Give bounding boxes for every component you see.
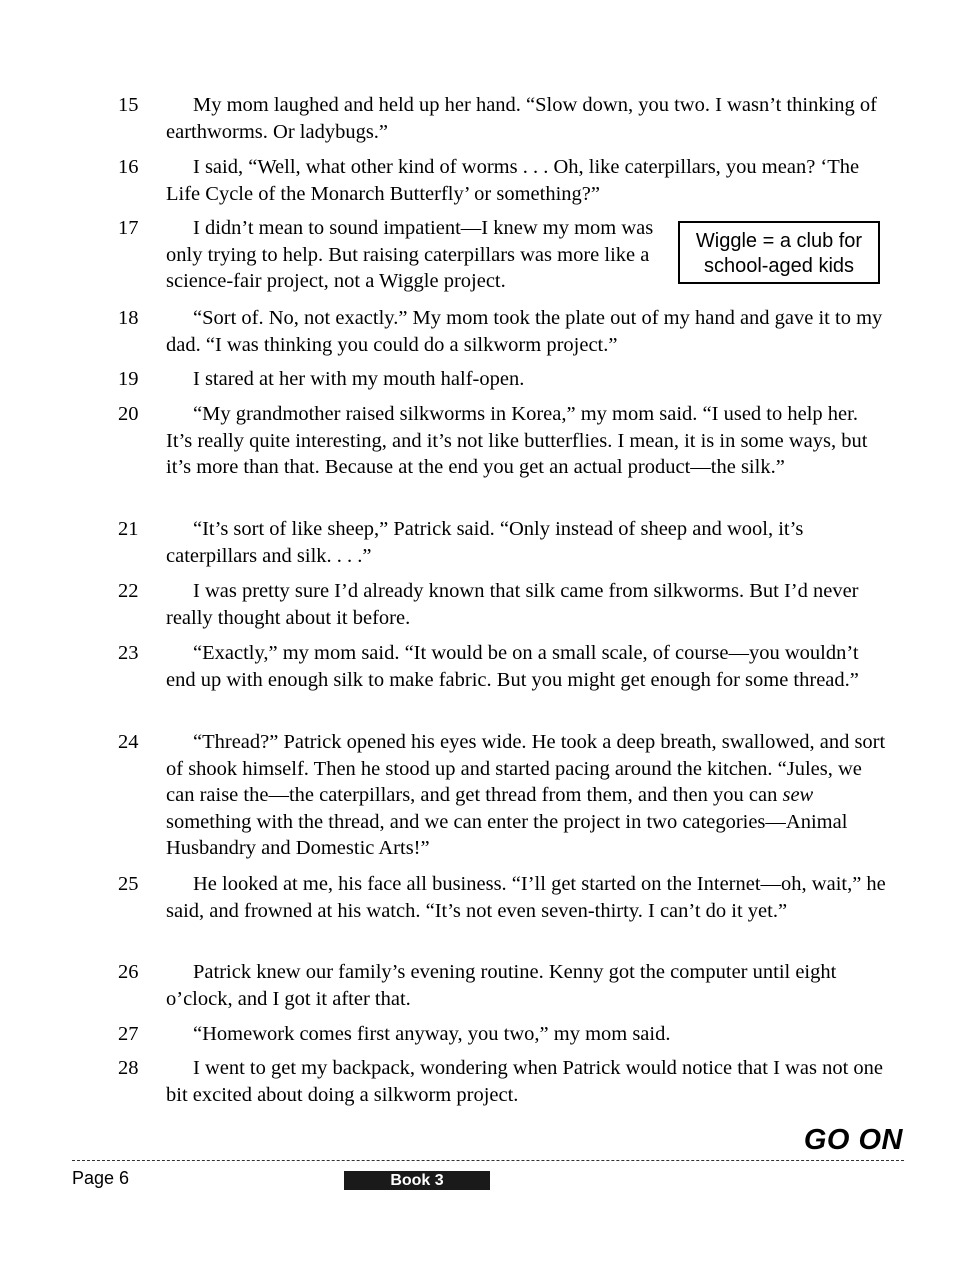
paragraph-text: “My grandmother raised silkworms in Korea,” my mom said. “I used to help her. It’s really quite interesting, and it’s not like butterflies. I mean, it is in some ways, but it’s more than that. Because at the end you get an actual product—the silk.” [166,403,868,478]
paragraph-number: 17 [118,217,139,239]
paragraph-text: I was pretty sure I’d already known that silk came from silkworms. But I’d never really thought about it before. [166,580,859,629]
callout-line-1: Wiggle = a club for [695,230,863,252]
paragraph-number: 24 [118,731,139,753]
paragraph-text: “Homework comes first anyway, you two,” my mom said. [193,1023,671,1045]
paragraph-text: I went to get my backpack, wondering when Patrick would notice that I was not one bit excited about doing a silkworm project. [166,1057,883,1106]
page-number: Page 6 [72,1168,130,1188]
footer-divider [72,1160,904,1161]
paragraph-number: 16 [118,156,139,178]
paragraph-number: 21 [118,518,139,540]
paragraph-text: I said, “Well, what other kind of worms . . . Oh, like caterpillars, you mean? ‘The Life Cycle of the Monarch Butterfly’ or something?” [166,156,860,205]
emphasized-word: sew [782,784,814,806]
paragraph-text: I didn’t mean to sound impatient—I knew my mom was only trying to help. But raising caterpillars was more like a science-fair project, not a Wiggle project. [166,217,654,292]
paragraph-number: 19 [118,368,139,390]
paragraph-text: “It’s sort of like sheep,” Patrick said. “Only instead of sheep and wool, it’s caterpillars and silk. . . .” [166,518,804,567]
paragraph-number: 20 [118,403,139,425]
paragraph-number: 15 [118,94,139,116]
paragraph-text: Patrick knew our family’s evening routine. Kenny got the computer until eight o’clock, and I got it after that. [166,961,837,1010]
paragraph-number: 18 [118,307,139,329]
paragraph-text: “Sort of. No, not exactly.” My mom took the plate out of my hand and gave it to my dad. “I was thinking you could do a silkworm project.” [166,307,883,356]
book-label: Book 3 [344,1171,490,1190]
paragraph-number: 26 [118,961,139,983]
paragraph-number: 23 [118,642,139,664]
paragraph-text: “Thread?” Patrick opened his eyes wide. He took a deep breath, swallowed, and sort of shook himself. Then he stood up and started pacing around the kitchen. “Jules, we can raise the—the caterpillars, and get thread from them, and then you can [166,731,886,806]
paragraph-text: He looked at me, his face all business. “I’ll get started on the Internet—oh, wait,” he said, and frowned at his watch. “It’s not even seven-thirty. I can’t do it yet.” [166,873,886,922]
paragraph-text: My mom laughed and held up her hand. “Slow down, you two. I wasn’t thinking of earthworms. Or ladybugs.” [166,94,878,143]
callout-line-2: school-aged kids [703,255,855,277]
paragraph-text: I stared at her with my mouth half-open. [193,368,525,390]
go-on-label: GO ON [803,1124,903,1156]
paragraph-number: 22 [118,580,139,602]
paragraph-number: 25 [118,873,139,895]
paragraph-number: 28 [118,1057,139,1079]
paragraph-text-continued: something with the thread, and we can enter the project in two categories—Animal Husbandry and Domestic Arts!” [166,810,848,859]
paragraph-number: 27 [118,1023,139,1045]
paragraph-text: “Exactly,” my mom said. “It would be on a small scale, of course—you wouldn’t end up with enough silk to make fabric. But you might get enough for some thread.” [166,642,859,691]
definition-callout-box [678,221,880,284]
